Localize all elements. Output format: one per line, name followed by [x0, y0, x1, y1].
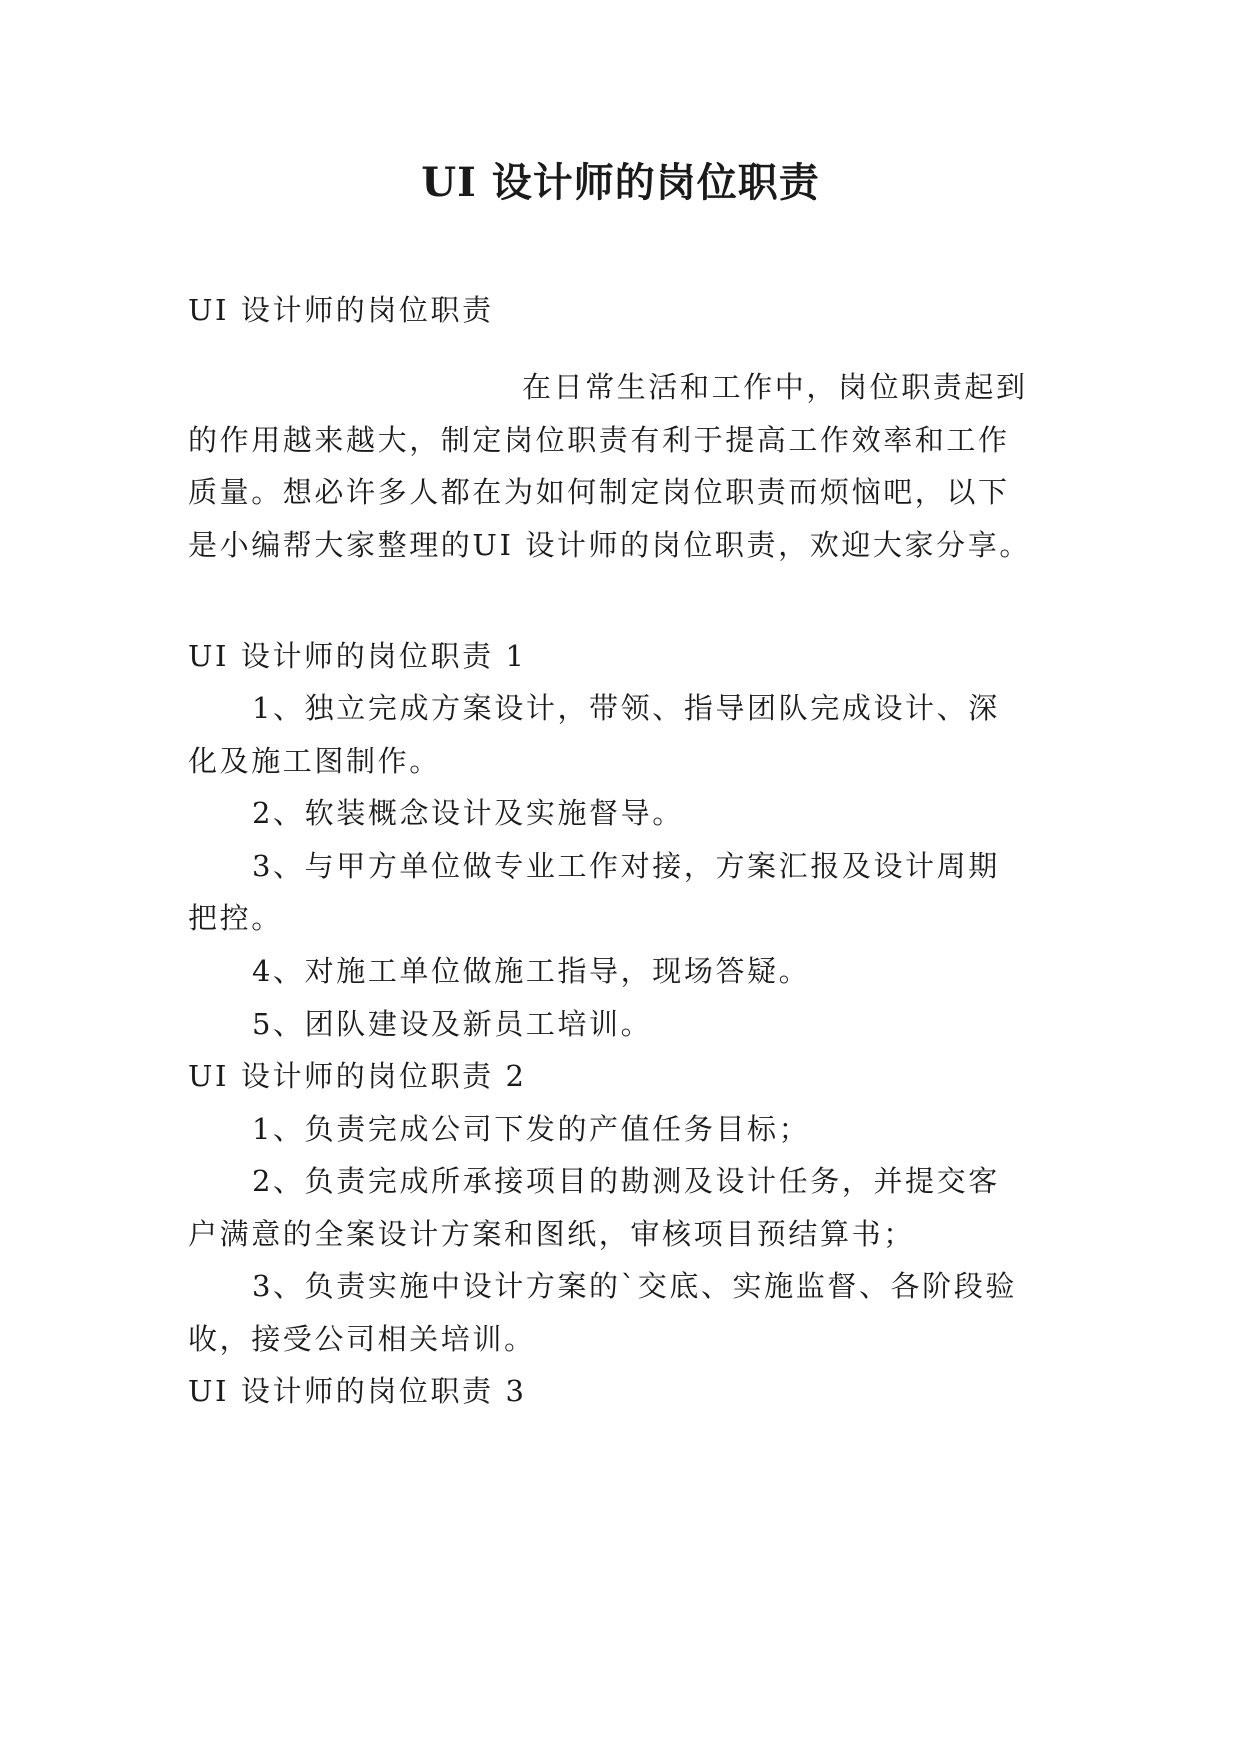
- section-heading: UI 设计师的岗位职责 1: [188, 639, 527, 673]
- duty-line: 5、团队建设及新员工培训。: [252, 1007, 653, 1041]
- duty-line: 收，接受公司相关培训。: [188, 1322, 536, 1356]
- duty-line: 户满意的全案设计方案和图纸，审核项目预结算书；: [188, 1217, 915, 1251]
- section-heading: UI 设计师的岗位职责 2: [188, 1059, 527, 1093]
- intro-line: 在日常生活和工作中，岗位职责起到: [522, 370, 1028, 404]
- intro-line: 的作用越来越大，制定岗位职责有利于提高工作效率和工作: [188, 423, 1010, 457]
- duty-line: 2、软装概念设计及实施督导。: [252, 796, 684, 830]
- intro-line: 是小编帮大家整理的UI 设计师的岗位职责，欢迎大家分享。: [188, 528, 1031, 562]
- page-title: UI 设计师的岗位职责: [421, 159, 820, 206]
- duty-line: 3、负责实施中设计方案的`交底、实施监督、各阶段验: [252, 1269, 1017, 1303]
- duty-line: 3、与甲方单位做专业工作对接，方案汇报及设计周期: [252, 849, 1000, 883]
- duty-line: 1、独立完成方案设计，带领、指导团队完成设计、深: [252, 691, 1000, 725]
- section-heading: UI 设计师的岗位职责 3: [188, 1374, 527, 1408]
- document-subtitle: UI 设计师的岗位职责: [188, 293, 494, 327]
- duty-line: 2、负责完成所承接项目的勘测及设计任务，并提交客: [252, 1164, 1000, 1198]
- duty-line: 4、对施工单位做施工指导，现场答疑。: [252, 954, 811, 988]
- duty-line: 化及施工图制作。: [188, 744, 441, 778]
- duty-line: 把控。: [188, 901, 283, 935]
- duty-line: 1、负责完成公司下发的产值任务目标；: [252, 1112, 811, 1146]
- intro-line: 质量。想必许多人都在为如何制定岗位职责而烦恼吧，以下: [188, 475, 1010, 509]
